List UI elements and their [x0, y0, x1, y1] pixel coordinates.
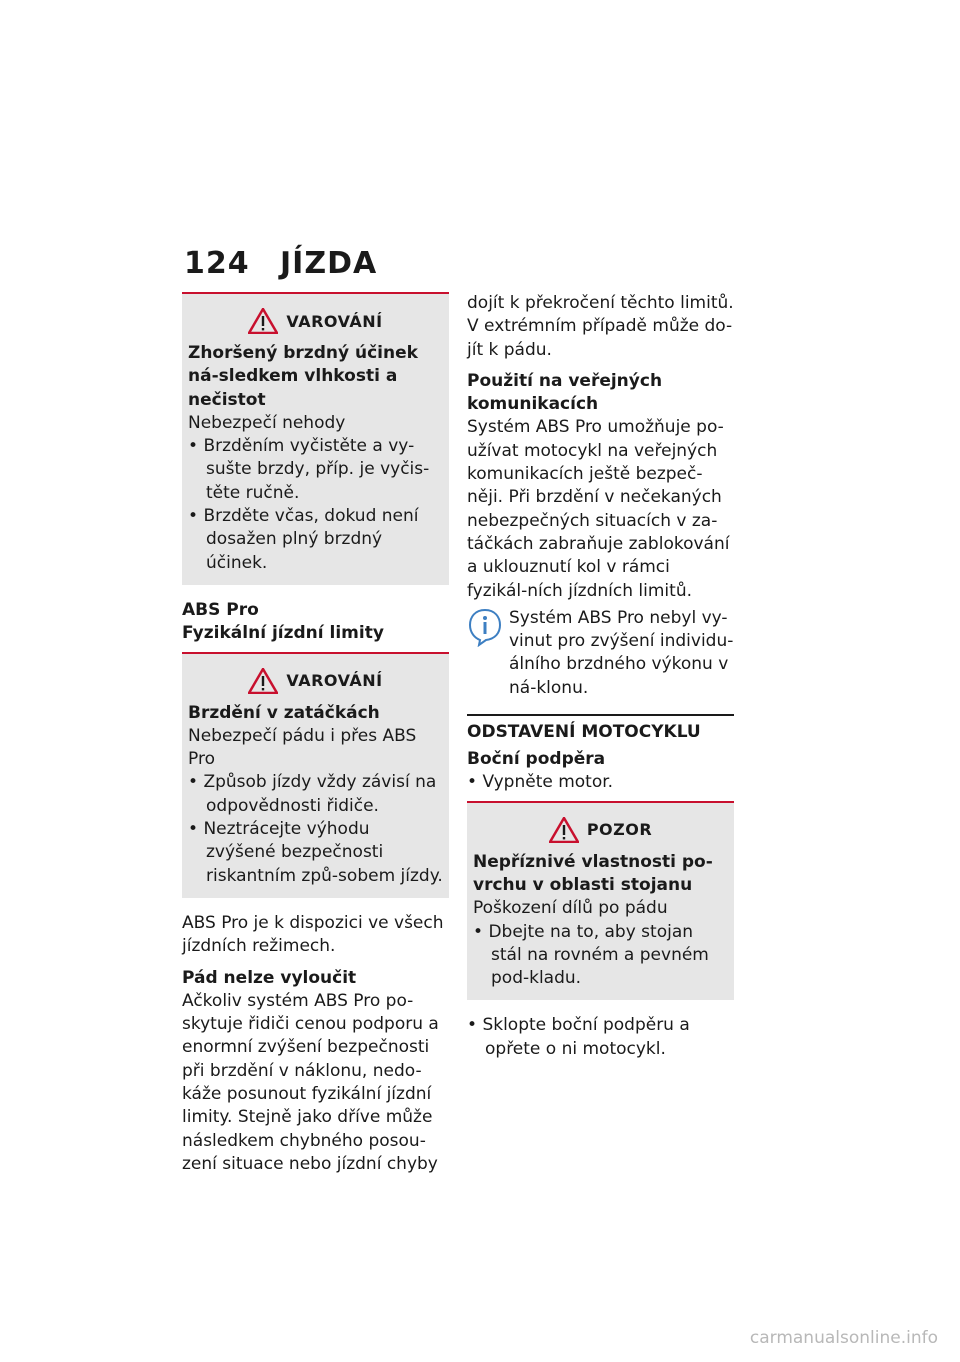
warning-sub: Nebezpečí nehody	[188, 412, 346, 433]
warning-sub: Nebezpečí pádu i přes ABS Pro	[188, 725, 417, 770]
info-icon	[467, 607, 503, 647]
warning-icon	[248, 308, 278, 334]
warning-bullet: • Způsob jízdy vždy závisí na odpovědnosti řidiče.	[188, 771, 443, 818]
warning-bullet: • Brzděte včas, dokud není dosažen plný brzdný účinek.	[188, 505, 443, 575]
warning-icon	[549, 817, 579, 843]
continued-text: dojít k překročení těchto limitů. V extrémním případě může do-jít k pádu.	[467, 293, 734, 360]
warning-bullet: • Neztrácejte výhodu zvýšené bezpečnosti riskantním způ-sobem jízdy.	[188, 818, 443, 888]
info-text: Systém ABS Pro nebyl vy-vinut pro zvýšení individu-álního brzdného výkonu v ná-klonu.	[509, 607, 734, 698]
section-title: ODSTAVENÍ MOTOCYKLU	[467, 722, 701, 743]
warning-heading: Zhoršený brzdný účinek ná-sledkem vlhkosti a nečistot	[188, 343, 418, 410]
caution-title: POZOR	[586, 820, 653, 840]
fall-text: Ačkoliv systém ABS Pro po-skytuje řidiči cenou podporu a enormní zvýšení bezpečnosti při brzdění v náklonu, nedo-káže posunout fyzikální jízdní limity. Stejně jako dříve může následkem chybného posou-zení situace nebo jízdní chyby	[182, 990, 439, 1174]
warning-icon	[248, 668, 278, 694]
warning-bullet: • Brzděním vyčistěte a vy-sušte brzdy, příp. je vyčis-těte ručně.	[188, 435, 443, 505]
public-roads-title: Použití na veřejných komunikacích	[467, 370, 663, 415]
caution-box	[467, 801, 734, 1001]
watermark: carmanualsonline.info	[749, 1328, 938, 1348]
warning-title: VAROVÁNÍ	[286, 311, 383, 331]
caution-sub: Poškození dílů po pádu	[473, 898, 668, 919]
chapter-title: JÍZDA	[280, 246, 378, 281]
abs-subtitle: Fyzikální jízdní limity	[182, 623, 384, 644]
warning-box-cornering	[182, 652, 449, 898]
left-column	[182, 292, 449, 1176]
side-stand-title: Boční podpěra	[467, 749, 606, 770]
caution-bullet: • Dbejte na to, aby stojan stál na rovném a pevném pod-kladu.	[473, 921, 728, 991]
public-roads-text: Systém ABS Pro umožňuje po-užívat motocykl na veřejných komunikacích ještě bezpeč-něji. Při brzdění v nečekaných nebezpečných situacích v za-táčkách zabraňuje zablokování a uklouznutí kol v rámci fyzikál-ních jízdních limitů.	[467, 417, 730, 601]
warning-heading: Brzdění v zatáčkách	[188, 702, 380, 723]
warning-title: VAROVÁNÍ	[286, 671, 383, 691]
abs-title: ABS Pro	[182, 599, 259, 620]
right-column	[467, 292, 734, 1061]
fall-title: Pád nelze vyloučit	[182, 967, 357, 988]
warning-box-wet-brakes	[182, 292, 449, 585]
caution-heading: Nepříznivé vlastnosti po-vrchu v oblasti stojanu	[473, 851, 713, 895]
page-header	[184, 246, 377, 281]
stand-bullet: • Sklopte boční podpěru a opřete o ni motocykl.	[467, 1014, 734, 1061]
stand-bullet: • Vypněte motor.	[467, 771, 734, 794]
abs-availability-text: ABS Pro je k dispozici ve všech jízdních režimech.	[182, 912, 444, 957]
section-divider	[467, 714, 734, 742]
page-number: 124	[184, 246, 250, 281]
info-note	[467, 607, 734, 700]
